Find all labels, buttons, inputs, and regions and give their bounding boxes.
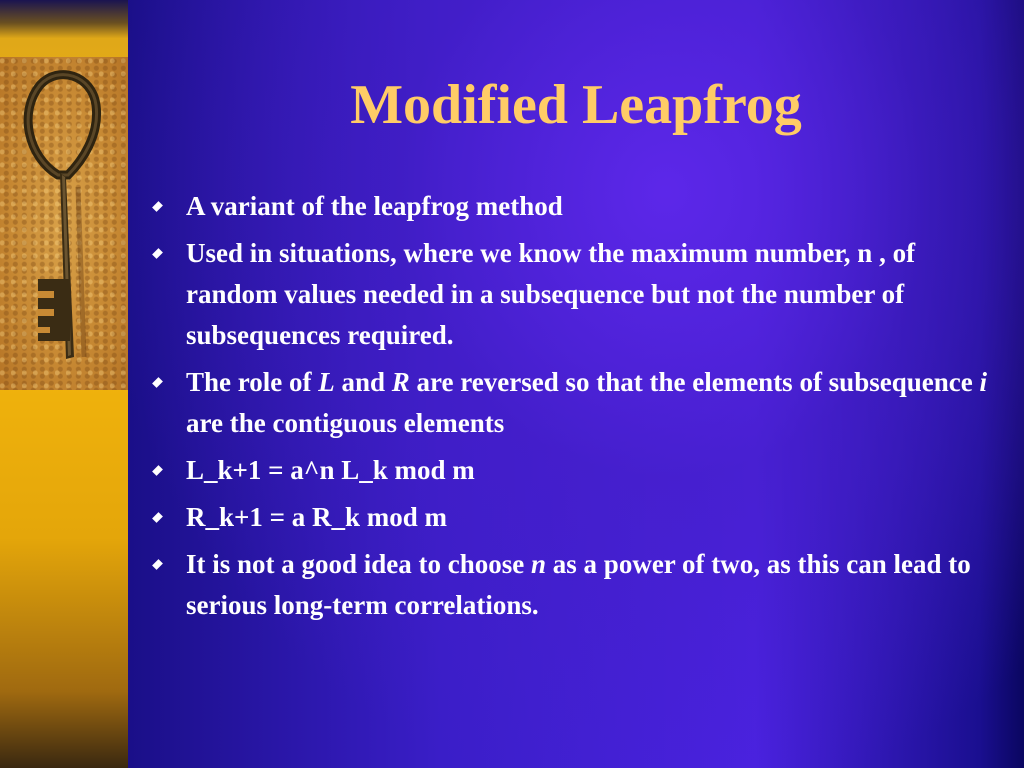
diamond-bullet-icon — [152, 559, 163, 570]
text-run: Used in situations, where we know the maximum number, n , of random values needed in a subsequence but not the number of subsequences required. — [186, 238, 936, 350]
text-run: are reversed so that the elements of subsequence — [409, 367, 980, 397]
italic-variable: L — [318, 367, 335, 397]
italic-variable: R — [391, 367, 410, 397]
bullet-item — [148, 186, 1018, 227]
italic-variable: i — [979, 367, 987, 397]
diamond-bullet-icon — [152, 201, 163, 212]
bullet-item — [148, 497, 1018, 538]
text-run: A variant of the leapfrog method — [186, 191, 563, 221]
bullet-text — [186, 238, 935, 350]
bullet-list — [148, 186, 1018, 632]
key-icon — [0, 57, 128, 390]
bullet-text — [186, 549, 978, 620]
text-run: R_k+1 = a R_k mod m — [186, 502, 448, 532]
text-run: are the contiguous elements — [186, 367, 994, 438]
key-image — [0, 57, 128, 390]
bullet-text — [186, 455, 475, 485]
bullet-item — [148, 233, 1018, 356]
bullet-item — [148, 362, 1018, 444]
diamond-bullet-icon — [152, 512, 163, 523]
slide-title: Modified Leapfrog — [350, 74, 802, 136]
bullet-text — [186, 191, 563, 221]
diamond-bullet-icon — [152, 465, 163, 476]
text-run: It is not a good idea to choose — [186, 549, 532, 579]
text-run: The role of — [186, 367, 319, 397]
text-run: L_k+1 = a^n L_k mod m — [186, 455, 475, 485]
bullet-item — [148, 544, 1018, 626]
diamond-bullet-icon — [152, 248, 163, 259]
bullet-text — [186, 367, 994, 438]
bullet-item — [148, 450, 1018, 491]
bullet-text — [186, 502, 447, 532]
slide-content — [128, 0, 1024, 768]
diamond-bullet-icon — [152, 377, 163, 388]
decorative-left-strip — [0, 0, 128, 768]
text-run: and — [334, 367, 392, 397]
text-run: as a power of two, as this can lead to serious long-term correlations. — [186, 549, 978, 620]
italic-variable: n — [531, 549, 547, 579]
